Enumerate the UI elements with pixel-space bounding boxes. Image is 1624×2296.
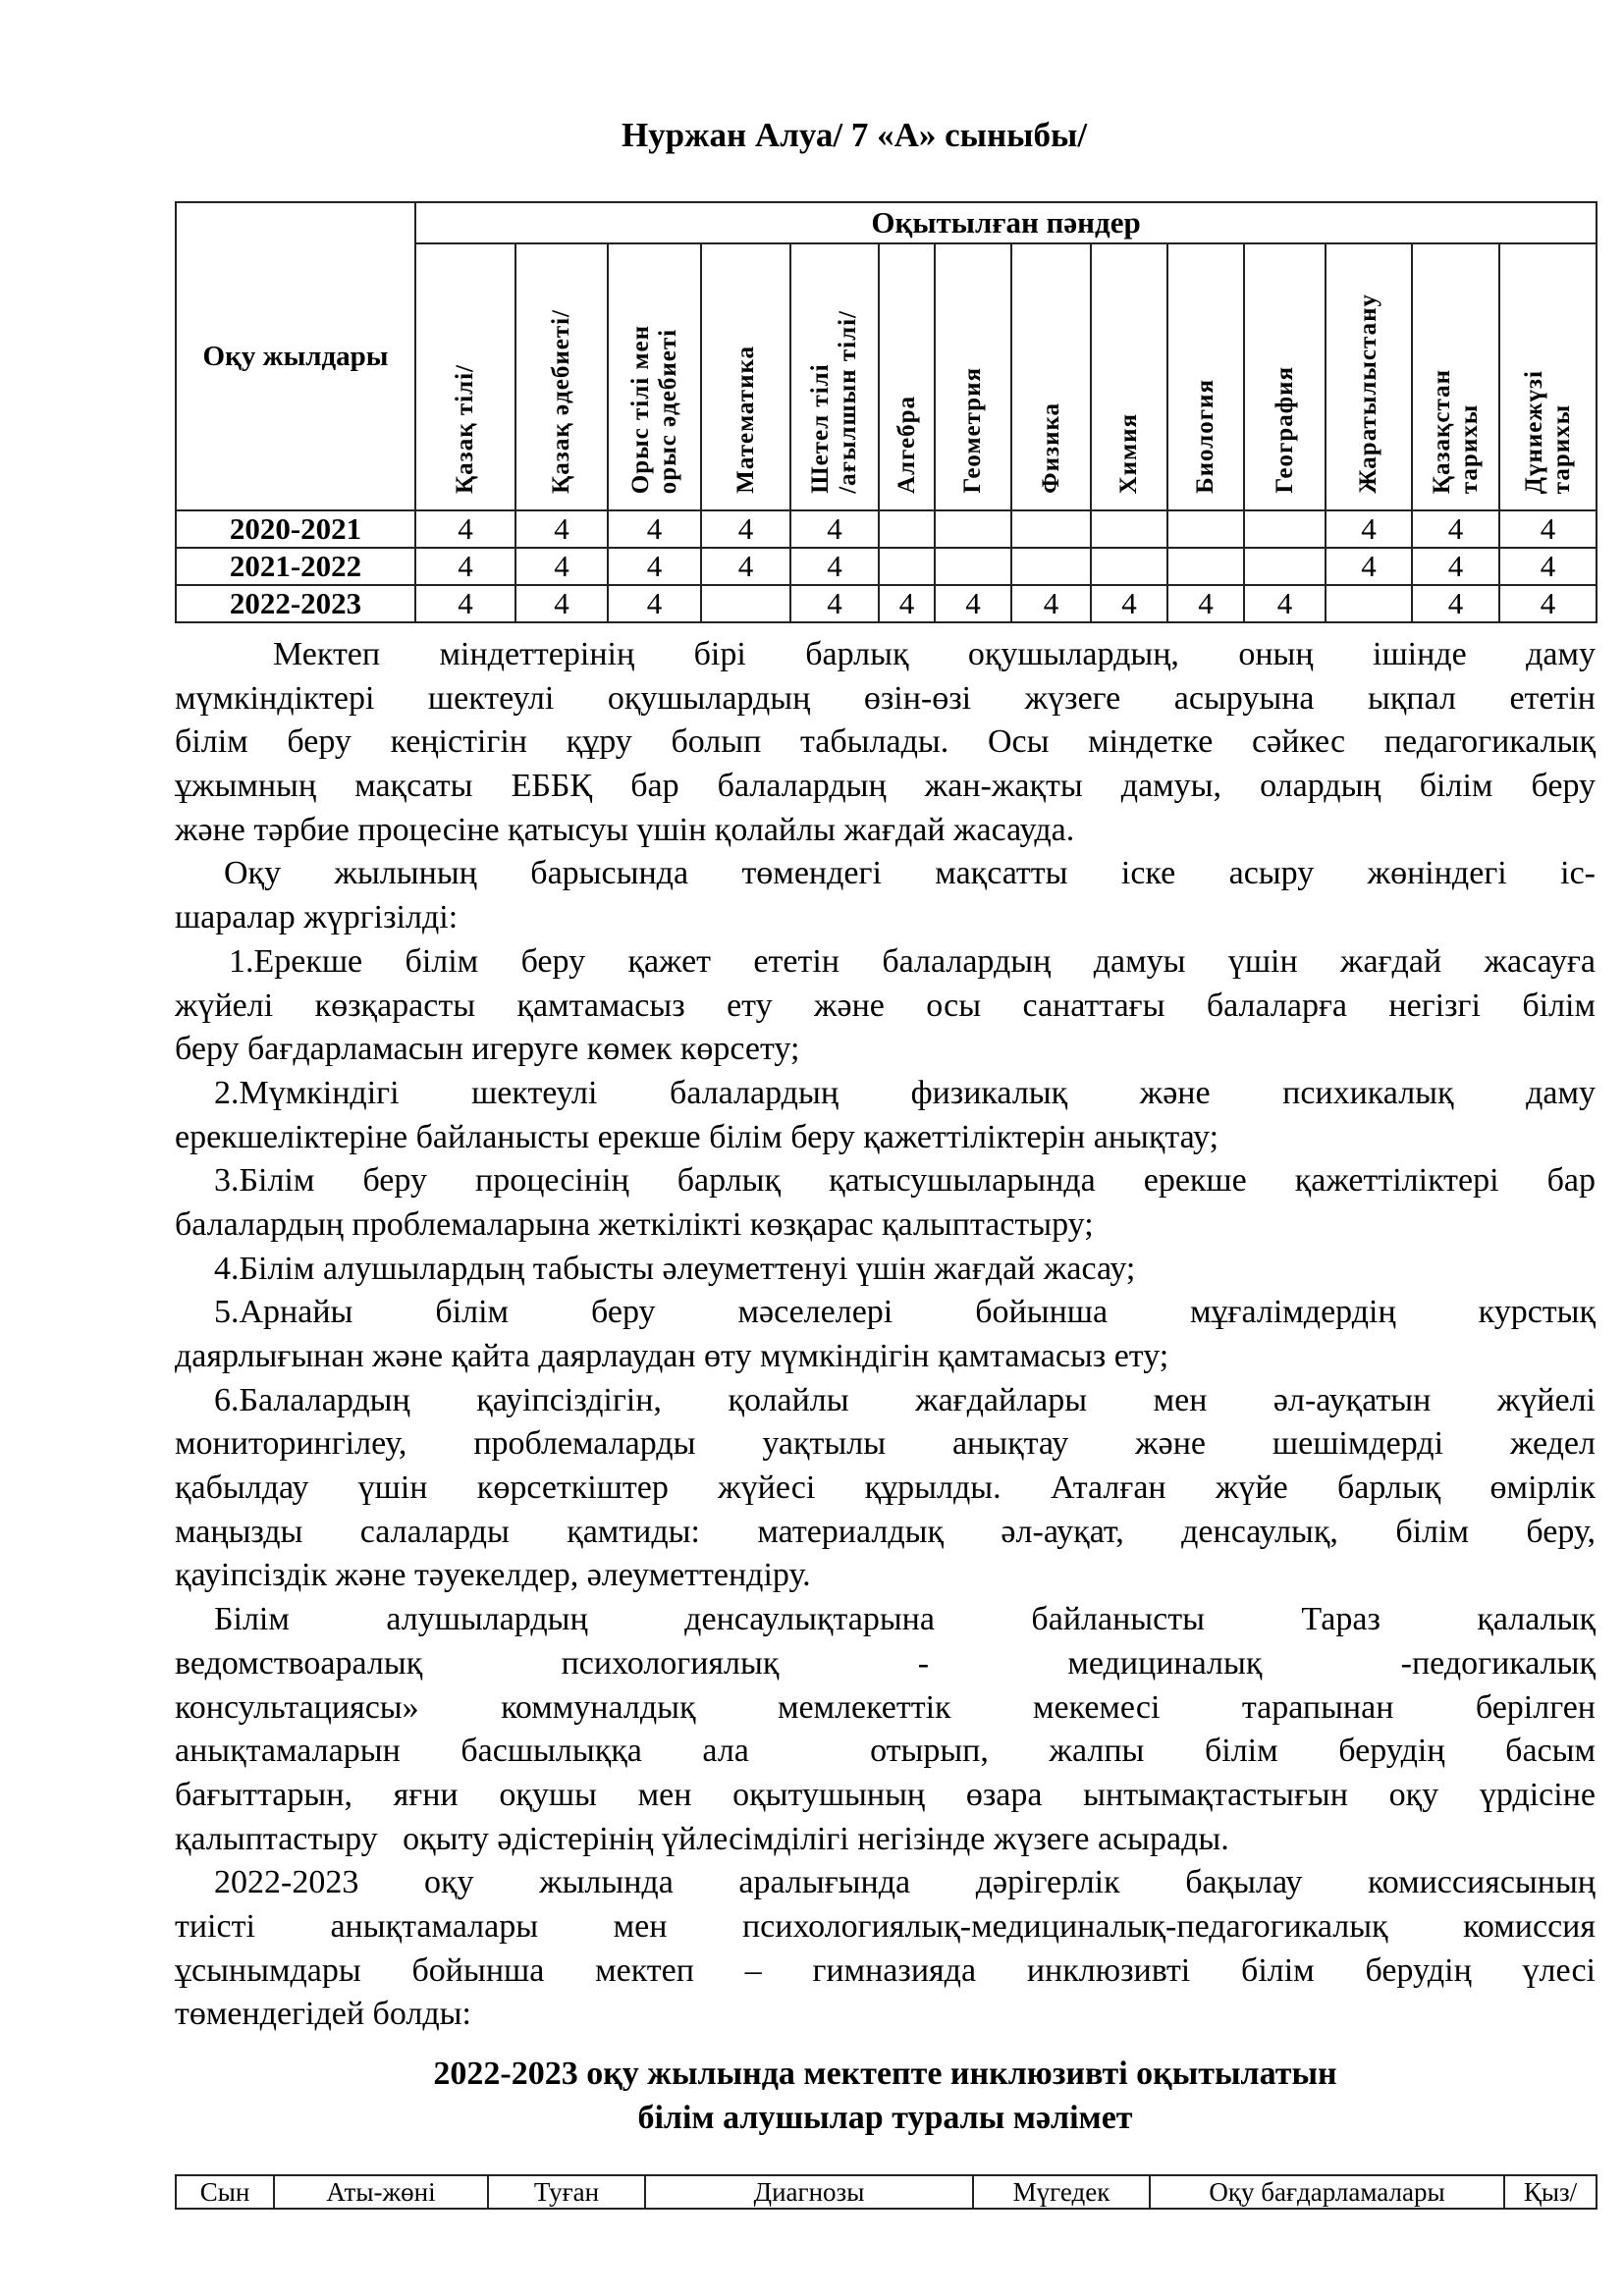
- text-line: төмендегідей болды:: [175, 1996, 471, 2033]
- subject-header: [1167, 243, 1244, 510]
- column-header: Сын: [176, 2175, 274, 2209]
- subject-header: [879, 243, 935, 510]
- page-title: Нуржан Алуа/ 7 «А» сыныбы/: [621, 116, 1088, 154]
- paragraph: [175, 1861, 1596, 2037]
- subject-label: Шетел тілі /ағылшын тілі/: [807, 310, 861, 494]
- subject-header: [1326, 243, 1412, 510]
- grade-cell: 4: [1499, 585, 1597, 622]
- paragraph: [175, 1291, 1596, 1378]
- text-line: ерекшеліктеріне байланысты ерекше білім беру қажеттіліктерін анықтау;: [175, 1118, 1219, 1155]
- subject-header: [1091, 243, 1167, 510]
- text-line: даярлығынан және қайта даярлаудан өту мүмкіндігін қамтамасыз ету;: [175, 1338, 1169, 1374]
- grade-cell: [1244, 510, 1326, 548]
- grade-cell: [1091, 510, 1167, 548]
- subject-label: Қазақ әдебиеті/: [548, 309, 574, 494]
- table-row: [176, 585, 1597, 622]
- caption-line-2: білім алушылар туралы мәлімет: [637, 2100, 1133, 2136]
- paragraph: [175, 1598, 1596, 1861]
- text-line: 6.Балалардың қауіпсіздігін, қолайлы жағдайлары мен әл-ауқатын жүйелі: [214, 1381, 1596, 1418]
- subject-label: Геометрия: [959, 367, 986, 494]
- text-line: беру бағдарламасын игеруге көмек көрсету;: [175, 1031, 800, 1068]
- section-caption: [175, 2052, 1596, 2140]
- grade-cell: 4: [415, 585, 515, 622]
- subject-header: [701, 243, 790, 510]
- text-line: 1.Ерекше білім беру қажет ететін балалардың дамуы үшін жағдай жасауға: [229, 942, 1596, 980]
- text-line: жүйелі көзқарасты қамтамасыз ету және осы санаттағы балаларға негізгі білім: [175, 987, 1596, 1024]
- subject-label: Қазақ тілі/: [452, 364, 478, 494]
- grade-cell: [1011, 548, 1091, 585]
- column-header: Қыз/: [1504, 2175, 1597, 2209]
- text-line: 3.Білім беру процесінің барлық қатысушыларында ерекше қажеттіліктері бар: [214, 1162, 1596, 1200]
- subject-header: [415, 243, 515, 510]
- caption-line-1: 2022-2023 оқу жылында мектепте инклюзивті оқытылатын: [433, 2056, 1337, 2092]
- grade-cell: [935, 510, 1011, 548]
- table-row: [176, 548, 1597, 585]
- table-row: [176, 510, 1597, 548]
- text-line: қабылдау үшін көрсеткіштер жүйесі құрылды. Аталған жүйе барлық өмірлік: [175, 1469, 1596, 1507]
- subject-label: Химия: [1115, 412, 1142, 494]
- column-header: Оқу бағдарламалары: [1150, 2175, 1504, 2209]
- subject-label: Дүниежүзі тарихы: [1520, 369, 1575, 494]
- grade-cell: 4: [701, 548, 790, 585]
- text-line: маңызды салаларды қамтиды: материалдық әл-ауқат, денсаулық, білім беру,: [175, 1513, 1596, 1550]
- subject-header: [608, 243, 701, 510]
- text-line: анықтамаларын басшылыққа ала отырып, жалпы білім берудің басым: [175, 1733, 1596, 1770]
- column-header: Мүгедек: [973, 2175, 1150, 2209]
- text-line: ведомствоаралық психологиялық - медициналық -педогикалық: [175, 1644, 1596, 1682]
- grade-cell: [701, 585, 790, 622]
- year-cell: 2021-2022: [176, 548, 415, 585]
- grade-cell: 4: [515, 585, 608, 622]
- subject-label: Қазақстан тарихы: [1428, 368, 1483, 494]
- text-line: 2022-2023 оқу жылында аралығында дәрігерлік бақылау комиссиясының: [214, 1864, 1596, 1901]
- paragraph: [175, 852, 1596, 939]
- text-line: және тәрбие процесіне қатысуы үшін қолайлы жағдай жасауда.: [175, 811, 1075, 848]
- subject-header: [1244, 243, 1326, 510]
- grade-cell: [1011, 510, 1091, 548]
- grade-cell: 4: [790, 548, 879, 585]
- grade-cell: 4: [515, 510, 608, 548]
- text-line: 2.Мүмкіндігі шектеулі балалардың физикалық және психикалық даму: [214, 1074, 1596, 1111]
- text-line: білім беру кеңістігін құру болып табылады. Осы міндетке сәйкес педагогикалық: [175, 723, 1596, 761]
- grade-cell: [1244, 548, 1326, 585]
- grade-cell: 4: [1167, 585, 1244, 622]
- subject-header: [1499, 243, 1597, 510]
- body-text: [175, 633, 1596, 2037]
- grade-cell: 4: [790, 510, 879, 548]
- year-cell: 2020-2021: [176, 510, 415, 548]
- subject-header: [515, 243, 608, 510]
- grade-cell: [935, 548, 1011, 585]
- text-line: шаралар жүргізілді:: [175, 899, 459, 936]
- grade-cell: 4: [701, 510, 790, 548]
- paragraph: [175, 633, 1596, 852]
- paragraph: [175, 940, 1596, 1072]
- grade-cell: [1091, 548, 1167, 585]
- grade-cell: 4: [608, 548, 701, 585]
- subject-label: Орыс тілі мен орыс әдебиеті: [626, 324, 681, 494]
- grade-cell: 4: [415, 510, 515, 548]
- text-line: 4.Білім алушылардың табысты әлеуметтенуі үшін жағдай жасау;: [214, 1250, 1136, 1287]
- grade-cell: 4: [1499, 548, 1597, 585]
- grade-cell: 4: [1326, 510, 1412, 548]
- subjects-header: Оқытылған пәндер: [415, 202, 1597, 243]
- grade-cell: 4: [935, 585, 1011, 622]
- text-line: 5.Арнайы білім беру мәселелері бойынша мұғалімдердің курстық: [214, 1294, 1596, 1331]
- text-line: балалардың проблемаларына жеткілікті көзқарас қалыптастыру;: [175, 1205, 1094, 1243]
- grade-cell: 4: [1412, 510, 1499, 548]
- subject-header: [1412, 243, 1499, 510]
- year-column-header: Оқу жылдары: [176, 202, 415, 510]
- subject-header: [790, 243, 879, 510]
- grade-cell: [1167, 548, 1244, 585]
- grade-cell: 4: [608, 585, 701, 622]
- column-header: Аты-жөні: [274, 2175, 488, 2209]
- subject-label: Жаратылыстану: [1355, 294, 1381, 494]
- grade-cell: 4: [608, 510, 701, 548]
- subject-label: Физика: [1037, 402, 1064, 494]
- text-line: Мектеп міндеттерінің бірі барлық оқушылардың, оның ішінде даму: [273, 636, 1596, 672]
- subject-label: Биология: [1192, 379, 1218, 494]
- grade-cell: [879, 510, 935, 548]
- text-line: Оқу жылының барысында төмендегі мақсатты іске асыру жөніндегі іс-: [224, 855, 1596, 892]
- text-line: мониторингілеу, проблемаларды уақтылы анықтау және шешімдерді жедел: [175, 1425, 1596, 1463]
- grade-cell: 4: [1011, 585, 1091, 622]
- grade-cell: [1167, 510, 1244, 548]
- paragraph: [175, 1072, 1596, 1159]
- subject-header: [1011, 243, 1091, 510]
- text-line: қалыптастыру оқыту әдістерінің үйлесімділігі негізінде жүзеге асырады.: [175, 1820, 1229, 1857]
- paragraph: [175, 1248, 1596, 1292]
- grade-cell: 4: [790, 585, 879, 622]
- grade-cell: 4: [1244, 585, 1326, 622]
- grade-cell: 4: [1499, 510, 1597, 548]
- paragraph: [175, 1379, 1596, 1598]
- text-line: консультациясы» коммуналдық мемлекеттік мекемесі тарапынан берілген: [175, 1688, 1596, 1726]
- text-line: мүмкіндіктері шектеулі оқушылардың өзін-өзі жүзеге асыруына ықпал ететін: [175, 679, 1596, 717]
- text-line: ұжымның мақсаты ЕББҚ бар балалардың жан-жақты дамуы, олардың білім беру: [175, 768, 1596, 805]
- text-line: қауіпсіздік және тәуекелдер, әлеуметтендіру.: [175, 1557, 811, 1594]
- grade-cell: [1326, 585, 1412, 622]
- column-header: Туған: [488, 2175, 645, 2209]
- grade-cell: [879, 548, 935, 585]
- text-line: тиісті анықтамалары мен психологиялық-медициналық-педагогикалық комиссия: [175, 1907, 1596, 1945]
- grade-cell: 4: [1326, 548, 1412, 585]
- grade-cell: 4: [1412, 585, 1499, 622]
- text-line: ұсынымдары бойынша мектеп – гимназияда инклюзивті білім берудің үлесі: [175, 1951, 1596, 1989]
- grade-cell: 4: [515, 548, 608, 585]
- column-header: Диагнозы: [645, 2175, 973, 2209]
- text-line: Білім алушылардың денсаулықтарына байланысты Тараз қалалық: [214, 1601, 1596, 1638]
- subject-header: [935, 243, 1011, 510]
- grade-cell: 4: [1091, 585, 1167, 622]
- grade-cell: 4: [415, 548, 515, 585]
- grade-cell: 4: [879, 585, 935, 622]
- grade-cell: 4: [1412, 548, 1499, 585]
- paragraph: [175, 1159, 1596, 1247]
- subject-label: Математика: [731, 346, 759, 494]
- grades-table: [175, 201, 1597, 623]
- subject-label: Алгебра: [893, 395, 920, 494]
- subject-label: География: [1271, 366, 1298, 494]
- text-line: бағыттарын, яғни оқушы мен оқытушының өзара ынтымақтастығын оқу үрдісіне: [175, 1776, 1596, 1813]
- students-table: [175, 2174, 1597, 2210]
- year-cell: 2022-2023: [176, 585, 415, 622]
